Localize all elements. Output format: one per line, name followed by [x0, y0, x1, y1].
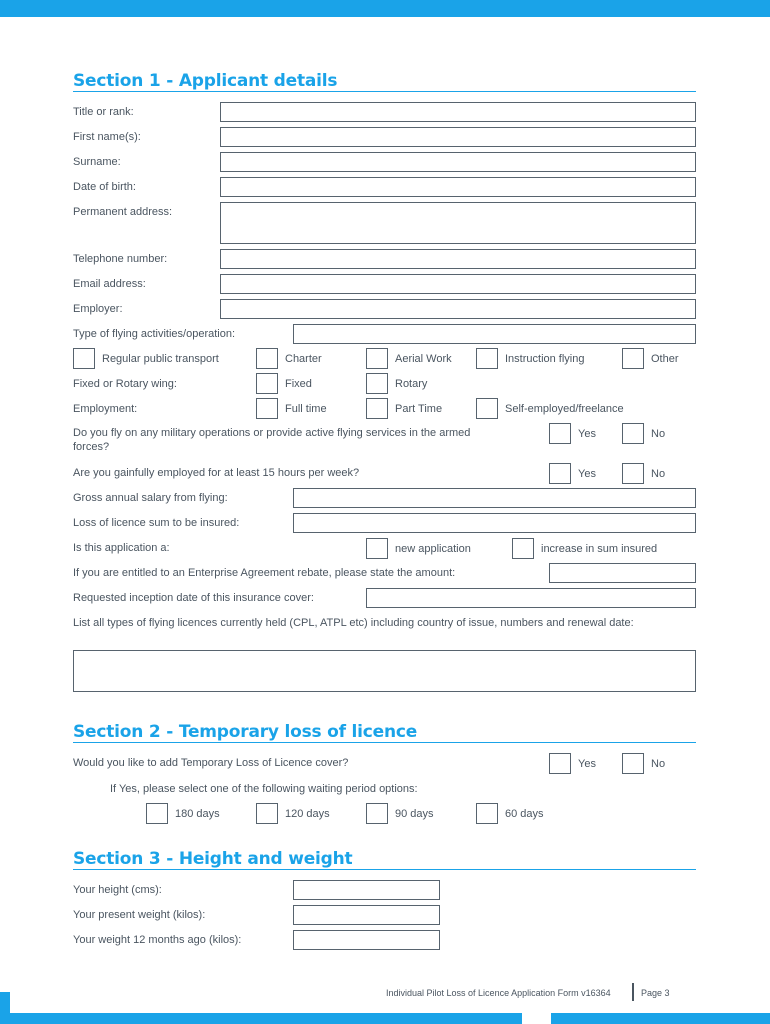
hours-yes-label: Yes [578, 468, 596, 480]
top-accent-bar [0, 0, 770, 17]
address-label: Permanent address: [73, 206, 173, 218]
surname-field[interactable] [220, 152, 696, 172]
dob-field[interactable] [220, 177, 696, 197]
section-1-heading: Section 1 - Applicant details [73, 71, 338, 91]
section-3-rule [73, 869, 696, 870]
military-no-label: No [651, 428, 666, 440]
military-yes-checkbox[interactable] [549, 423, 571, 444]
licences-label: List all types of flying licences currently held (CPL, ATPL etc) including country of issue, numbers and renewal date: [73, 617, 634, 629]
aerial-work-checkbox[interactable] [366, 348, 388, 369]
rebate-field[interactable] [549, 563, 696, 583]
licences-field[interactable] [73, 650, 696, 692]
rpt-checkbox[interactable] [73, 348, 95, 369]
fixed-checkbox[interactable] [256, 373, 278, 394]
rebate-label: If you are entitled to an Enterprise Agreement rebate, please state the amount: [73, 567, 456, 579]
app-type-label: Is this application a: [73, 542, 170, 554]
address-field[interactable] [220, 202, 696, 244]
90-days-label: 90 days [395, 808, 434, 820]
fulltime-checkbox[interactable] [256, 398, 278, 419]
90-days-checkbox[interactable] [366, 803, 388, 824]
rotary-checkbox[interactable] [366, 373, 388, 394]
inception-field[interactable] [366, 588, 696, 608]
120-days-checkbox[interactable] [256, 803, 278, 824]
inception-label: Requested inception date of this insurance cover: [73, 592, 314, 604]
rotary-label: Rotary [395, 378, 428, 390]
footer-page-number: Page 3 [641, 988, 670, 998]
employer-label: Employer: [73, 303, 123, 315]
hours-question: Are you gainfully employed for at least 15 hours per week? [73, 467, 360, 479]
tll-yes-checkbox[interactable] [549, 753, 571, 774]
hours-yes-checkbox[interactable] [549, 463, 571, 484]
180-days-checkbox[interactable] [146, 803, 168, 824]
tll-no-label: No [651, 758, 666, 770]
height-label: Your height (cms): [73, 884, 162, 896]
dob-label: Date of birth: [73, 181, 136, 193]
section-2-heading: Section 2 - Temporary loss of licence [73, 722, 418, 742]
other-label: Other [651, 353, 679, 365]
180-days-label: 180 days [175, 808, 220, 820]
hours-no-label: No [651, 468, 666, 480]
instruction-checkbox[interactable] [476, 348, 498, 369]
increase-sum-label: increase in sum insured [541, 543, 658, 555]
new-application-label: new application [395, 543, 471, 555]
hours-no-checkbox[interactable] [622, 463, 644, 484]
other-checkbox[interactable] [622, 348, 644, 369]
tll-question: Would you like to add Temporary Loss of Licence cover? [73, 757, 349, 769]
section-3-heading: Section 3 - Height and weight [73, 849, 353, 869]
surname-label: Surname: [73, 156, 121, 168]
parttime-label: Part Time [395, 403, 443, 415]
aerial-work-label: Aerial Work [395, 353, 452, 365]
first-names-label: First name(s): [73, 131, 141, 143]
flying-type-field[interactable] [293, 324, 696, 344]
title-rank-label: Title or rank: [73, 106, 134, 118]
charter-label: Charter [285, 353, 322, 365]
section-2-rule [73, 742, 696, 743]
60-days-label: 60 days [505, 808, 544, 820]
charter-checkbox[interactable] [256, 348, 278, 369]
email-field[interactable] [220, 274, 696, 294]
weight-12-label: Your weight 12 months ago (kilos): [73, 934, 242, 946]
60-days-checkbox[interactable] [476, 803, 498, 824]
self-employed-label: Self-employed/freelance [505, 403, 624, 415]
employer-field[interactable] [220, 299, 696, 319]
sum-insured-field[interactable] [293, 513, 696, 533]
120-days-label: 120 days [285, 808, 330, 820]
weight-now-field[interactable] [293, 905, 440, 925]
weight-12-field[interactable] [293, 930, 440, 950]
telephone-label: Telephone number: [73, 253, 168, 265]
telephone-field[interactable] [220, 249, 696, 269]
salary-field[interactable] [293, 488, 696, 508]
flying-type-label: Type of flying activities/operation: [73, 328, 236, 340]
footer-divider [632, 983, 634, 1001]
sum-insured-label: Loss of licence sum to be insured: [73, 517, 240, 529]
military-question: Do you fly on any military operations or provide active flying services in the armed forces? [73, 427, 471, 453]
tll-yes-label: Yes [578, 758, 596, 770]
new-application-checkbox[interactable] [366, 538, 388, 559]
military-yes-label: Yes [578, 428, 596, 440]
footer-bar-left [0, 1013, 522, 1024]
height-field[interactable] [293, 880, 440, 900]
tll-no-checkbox[interactable] [622, 753, 644, 774]
weight-now-label: Your present weight (kilos): [73, 909, 206, 921]
increase-sum-checkbox[interactable] [512, 538, 534, 559]
military-no-checkbox[interactable] [622, 423, 644, 444]
fulltime-label: Full time [285, 403, 327, 415]
footer-bar-right [551, 1013, 770, 1024]
rpt-label: Regular public transport [102, 353, 219, 365]
parttime-checkbox[interactable] [366, 398, 388, 419]
title-rank-field[interactable] [220, 102, 696, 122]
fixed-label: Fixed [285, 378, 312, 390]
employment-label: Employment: [73, 403, 138, 415]
self-employed-checkbox[interactable] [476, 398, 498, 419]
salary-label: Gross annual salary from flying: [73, 492, 228, 504]
first-names-field[interactable] [220, 127, 696, 147]
instruction-label: Instruction flying [505, 353, 585, 365]
waiting-period-instruction: If Yes, please select one of the following waiting period options: [110, 783, 418, 795]
section-1-rule [73, 91, 696, 92]
wing-label: Fixed or Rotary wing: [73, 378, 177, 390]
email-label: Email address: [73, 278, 146, 290]
footer-form-name: Individual Pilot Loss of Licence Application Form v16364 [386, 988, 611, 998]
